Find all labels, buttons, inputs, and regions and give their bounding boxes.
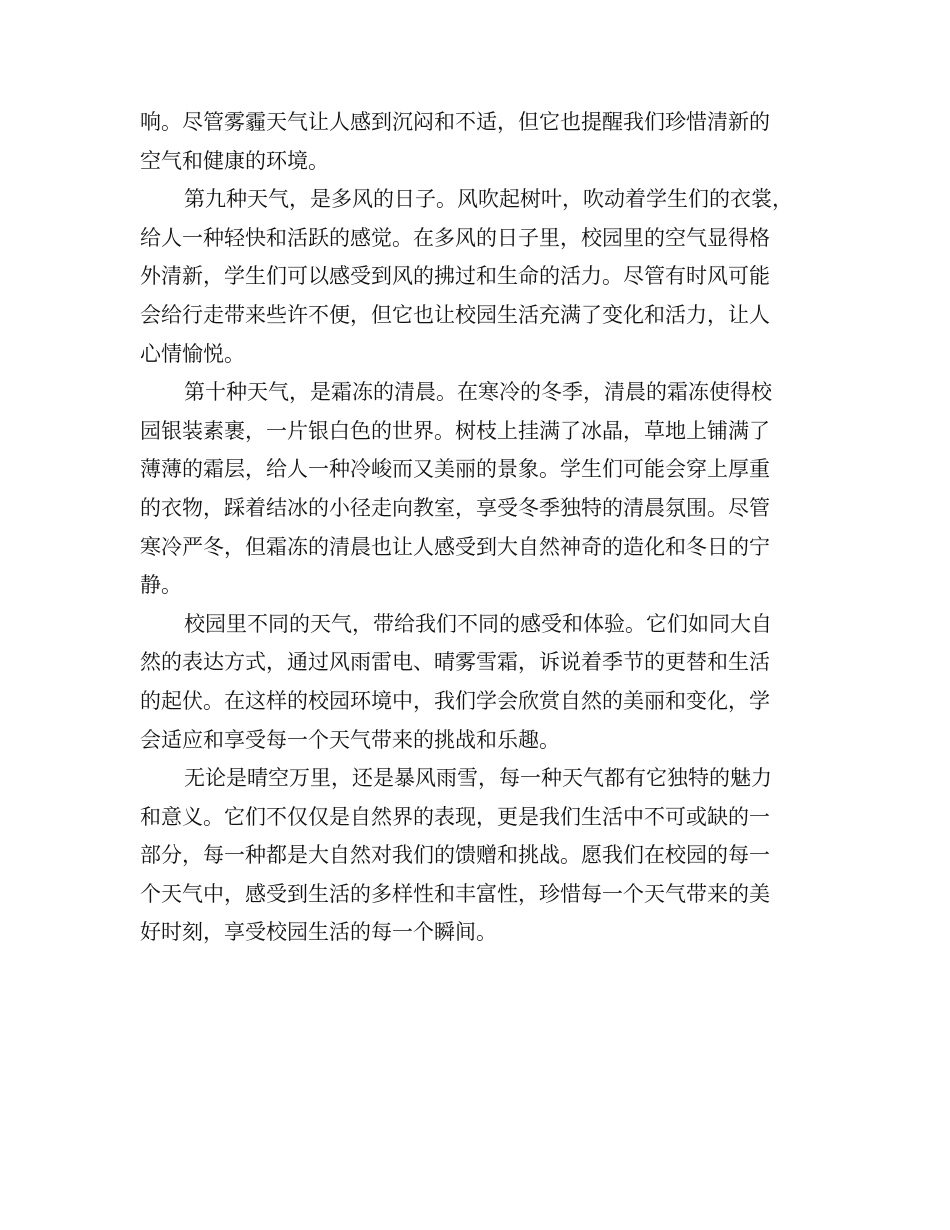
- paragraph-first-line: 第九种天气，是多风的日子。风吹起树叶，吹动着学生们的衣裳，: [184, 187, 793, 212]
- text-line: 然的表达方式，通过风雨雷电、晴雾雪霜，诉说着季节的更替和生活: [140, 650, 770, 675]
- text-line: 和意义。它们不仅仅是自然界的表现，更是我们生活中不可或缺的一: [140, 804, 770, 829]
- text-line: 静。: [140, 573, 182, 598]
- document-body: [140, 103, 840, 952]
- text-line: 心情愉悦。: [140, 341, 245, 366]
- text-line: 的起伏。在这样的校园环境中，我们学会欣赏自然的美丽和变化，学: [140, 688, 770, 713]
- text-line: 好时刻，享受校园生活的每一个瞬间。: [140, 920, 497, 945]
- text-line: 会给行走带来些许不便，但它也让校园生活充满了变化和活力，让人: [140, 302, 770, 327]
- text-line: 响。尽管雾霾天气让人感到沉闷和不适，但它也提醒我们珍惜清新的: [140, 110, 770, 134]
- text-line: 寒冷严冬，但霜冻的清晨也让人感受到大自然神奇的造化和冬日的宁: [140, 534, 770, 559]
- text-line: 薄薄的霜层，给人一种冷峻而又美丽的景象。学生们可能会穿上厚重: [140, 457, 770, 482]
- text-line: 会适应和享受每一个天气带来的挑战和乐趣。: [140, 727, 560, 752]
- text-line: 个天气中，感受到生活的多样性和丰富性，珍惜每一个天气带来的美: [140, 881, 770, 906]
- text-line: 外清新，学生们可以感受到风的拂过和生命的活力。尽管有时风可能: [140, 264, 770, 289]
- text-line: 空气和健康的环境。: [140, 148, 329, 173]
- text-line: 给人一种轻快和活跃的感觉。在多风的日子里，校园里的空气显得格: [140, 225, 770, 250]
- text-line: 部分，每一种都是大自然对我们的馈赠和挑战。愿我们在校园的每一: [140, 843, 770, 868]
- text-line: 园银装素裹，一片银白色的世界。树枝上挂满了冰晶，草地上铺满了: [140, 418, 770, 443]
- paragraph-first-line: 第十种天气，是霜冻的清晨。在寒冷的冬季，清晨的霜冻使得校: [184, 380, 772, 405]
- paragraph-first-line: 校园里不同的天气，带给我们不同的感受和体验。它们如同大自: [184, 611, 772, 636]
- text-line: 的衣物，踩着结冰的小径走向教室，享受冬季独特的清晨氛围。尽管: [140, 495, 770, 520]
- paragraph-first-line: 无论是晴空万里，还是暴风雨雪，每一种天气都有它独特的魅力: [184, 766, 772, 791]
